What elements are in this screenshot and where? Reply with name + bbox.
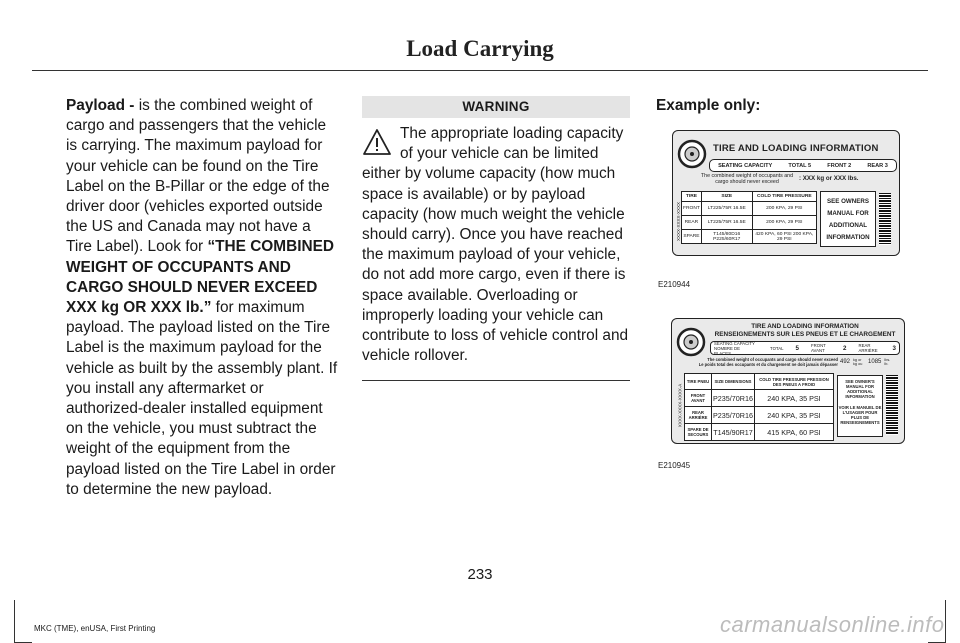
label2-combined-en: The combined weight of occupants and cargo should never exceed: [707, 357, 838, 362]
label2-part-number: XXXX-XXXX-XXXX-A: [677, 383, 683, 428]
payload-term: Payload -: [66, 97, 135, 114]
payload-text-1: is the combined weight of cargo and passengers that the vehicle is carrying. The maximum payload for your vehicle can be found on the Tire Label on the B-Pillar or the edge of the driver door (vehicles exported outside the US and Canada may not have a Tire Label). Look for: [66, 97, 330, 256]
label2-pressure: 240 KPA, 35 PSI: [754, 390, 833, 407]
label2-see-en: SEE OWNER'S MANUAL FOR ADDITIONAL INFORMATION: [845, 379, 875, 399]
label2-seating-bar: [710, 341, 900, 355]
label2-size: P235/70R16: [712, 407, 755, 424]
label2-title-fr: RENSEIGNEMENTS SUR LES PNEUS ET LE CHARGEMENT: [714, 330, 896, 338]
warning-divider: [362, 380, 630, 381]
figure-code-2: E210945: [658, 461, 691, 470]
table-row: [682, 216, 817, 230]
payload-paragraph: [66, 96, 338, 500]
label2-weight: [840, 358, 894, 366]
label2-total: 5: [795, 344, 799, 352]
table-row: [685, 407, 834, 424]
watermark: carmanualsonline.info: [720, 612, 945, 637]
table-row: [685, 390, 834, 407]
label1-size: LT225/75R 16.5E: [701, 202, 752, 216]
label1-part-number: XXXX-XXXX-XXXX: [676, 201, 682, 242]
payload-text-2: for maximum payload. The payload listed on the Tire Label is the maximum payload for the vehicle as built by the assembly plant. If you install any aftermarket or authorized-dealer installed equipment on the vehicle, you must subtract the weight of the equipment from the payload listed on the Tire Label in order to determine the new payload.: [66, 299, 338, 498]
label1-pressure: 420 KPA, 60 PSI 200 KPA, 29 PSI: [752, 230, 816, 244]
label2-title: [712, 323, 898, 338]
tire-label-1: [672, 130, 900, 256]
label1-h-tire: TIRE: [682, 192, 702, 202]
label2-lb: 1085: [868, 359, 882, 365]
label1-table: [681, 191, 817, 244]
table-row: [685, 424, 834, 441]
label1-see-line: ADDITIONAL: [828, 222, 868, 229]
label2-seating: SEATING CAPACITY NOMBRE DE PLACES: [714, 340, 755, 356]
page-number: 233: [467, 566, 493, 583]
title-divider: [32, 70, 928, 71]
tire-label-2: [671, 318, 905, 444]
label1-size: T145/80D16 P225/60R17: [701, 230, 752, 244]
label2-kg: 492: [840, 359, 851, 365]
label1-see-owners: [820, 191, 876, 247]
label2-see-fr: VOIR LE MANUEL DE L'USAGER POUR PLUS DE RENSEIGNEMENTS: [838, 405, 882, 425]
label2-kg-unit: kg or kg ou: [853, 358, 863, 366]
warning-triangle-icon: [362, 128, 392, 156]
label1-front: FRONT 2: [827, 162, 852, 169]
label1-tire: FRONT: [682, 202, 702, 216]
label2-rear: 3: [892, 344, 896, 352]
label1-pressure: 200 KPA, 29 PSI: [752, 216, 816, 230]
warning-heading: WARNING: [362, 96, 630, 118]
figure-code-1: E210944: [658, 280, 691, 289]
label2-title-en: TIRE AND LOADING INFORMATION: [751, 323, 859, 330]
label2-h-pressure: COLD TIRE PRESSURE PRESSION DES PNEUS A FROID: [754, 374, 833, 390]
label1-h-size: SIZE: [701, 192, 752, 202]
label1-title: TIRE AND LOADING INFORMATION: [713, 143, 879, 154]
print-info: MKC (TME), enUSA, First Printing: [34, 624, 156, 633]
label2-see-owners: [837, 375, 883, 437]
payload-emphasis: “THE COMBINED WEIGHT OF OCCUPANTS AND CARGO SHOULD NEVER EXCEED XXX kg OR XXX lb.”: [66, 238, 334, 317]
label1-tire: REAR: [682, 216, 702, 230]
barcode-icon: [886, 375, 898, 435]
label1-payload: : XXX kg or XXX lbs.: [799, 175, 859, 182]
label2-lb-unit: lbs. lb.: [884, 358, 891, 366]
page-title: Load Carrying: [406, 36, 554, 61]
payload-column: [66, 96, 338, 500]
label2-front: 2: [843, 344, 847, 352]
warning-body: [362, 124, 632, 366]
tire-icon: [677, 139, 707, 169]
tire-icon: [676, 327, 706, 357]
label1-h-pressure: COLD TIRE PRESSURE: [752, 192, 816, 202]
barcode-icon: [879, 193, 891, 245]
label1-pressure: 200 KPA, 29 PSI: [752, 202, 816, 216]
label1-rear: REAR 3: [867, 162, 888, 169]
label2-combined: [678, 357, 838, 367]
table-row: [682, 230, 817, 244]
label2-table: [684, 373, 834, 441]
label1-see-line: SEE OWNERS: [827, 198, 869, 205]
label2-tire: SPARE DE SECOURS: [685, 424, 712, 441]
table-row: [682, 202, 817, 216]
label1-combined: The combined weight of occupants and cargo should never exceed: [700, 173, 794, 185]
label2-total-label: TOTAL: [770, 345, 784, 351]
crop-mark: [14, 600, 15, 643]
label2-h-size: SIZE DIMENSIONS: [712, 374, 755, 390]
label1-seating-bar: [709, 159, 897, 172]
label1-total: TOTAL 5: [788, 162, 812, 169]
label2-size: T145/90R17: [712, 424, 755, 441]
label2-front-label: FRONT AVANT: [811, 343, 826, 353]
label1-tire: SPARE: [682, 230, 702, 244]
label1-see-line: MANUAL FOR: [827, 210, 869, 217]
label2-size: P235/70R16: [712, 390, 755, 407]
label1-size: LT225/75R 16.5E: [701, 216, 752, 230]
example-column: [656, 96, 932, 124]
label2-combined-fr: Le poids total des occupants et du chargement ne doit jamais dépasser: [698, 362, 838, 368]
label2-rear-label: REAR ARRIÈRE: [858, 343, 878, 353]
label2-pressure: 240 KPA, 35 PSI: [754, 407, 833, 424]
warning-text: The appropriate loading capacity of your vehicle can be limited either by volume capacity (how much space is available) or by payload capacity (how much weight the vehicle should carry). Once you have reached the maximum payload of your vehicle, do not add more cargo, even if there is space available. Overloading or improperly loading your vehicle can contribute to loss of vehicle control and vehicle rollover.: [362, 125, 629, 365]
crop-mark: [945, 600, 946, 643]
label1-seating: SEATING CAPACITY: [718, 162, 773, 169]
warning-column: [362, 96, 632, 381]
label2-tire: FRONT AVANT: [685, 390, 712, 407]
label1-see-line: INFORMATION: [826, 234, 870, 241]
label2-h-tire: TIRE PNEU: [685, 374, 712, 390]
label2-tire: REAR ARRIÈRE: [685, 407, 712, 424]
example-heading: Example only:: [656, 97, 761, 114]
label2-pressure: 415 KPA, 60 PSI: [754, 424, 833, 441]
